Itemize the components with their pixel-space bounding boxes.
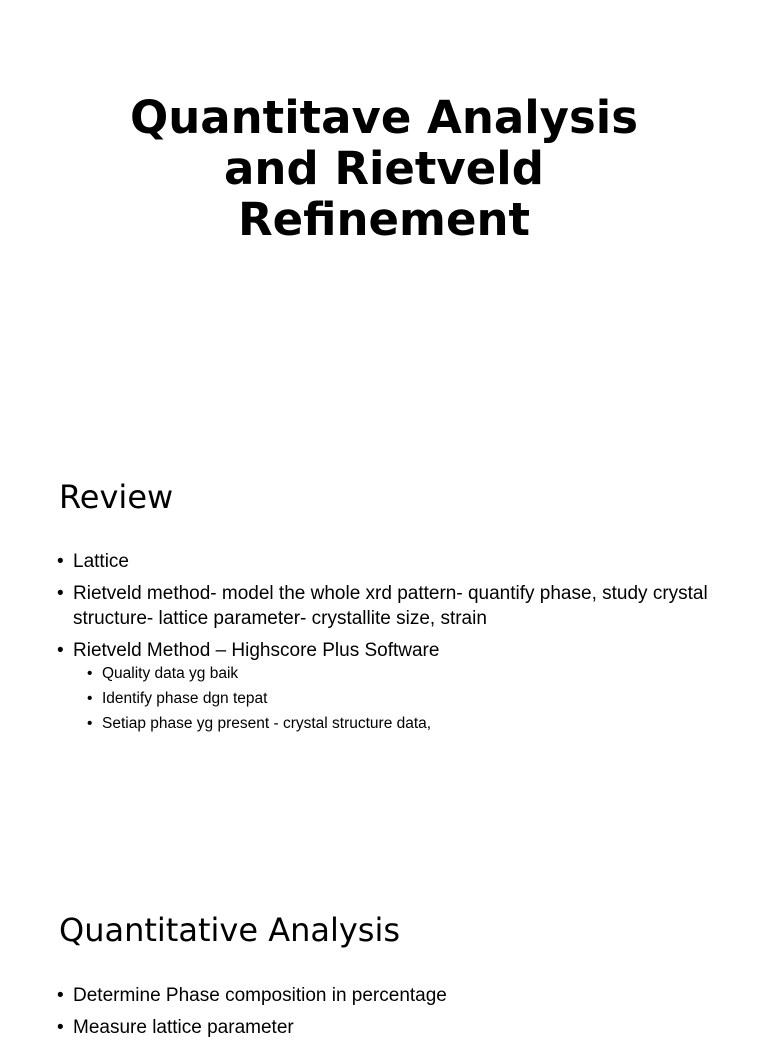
- sub-bullet-list: [73, 664, 717, 734]
- bullet-item: • Determine Phase composition in percentage: [57, 983, 717, 1008]
- quantitative-bullet-list: [57, 983, 717, 1047]
- slide-title-line: Quantitave Analysis: [129, 91, 638, 145]
- bullet-item-text: Rietveld Method – Highscore Plus Software: [73, 640, 440, 661]
- quantitative-analysis-heading: Quantitative Analysis: [59, 911, 401, 949]
- bullet-item: • Measure lattice parameter: [57, 1015, 717, 1040]
- sub-bullet-item: • Quality data yg baik: [86, 664, 717, 684]
- slide-title-line: Refinement: [237, 193, 531, 247]
- sub-bullet-item: • Setiap phase yg present - crystal structure data,: [86, 714, 717, 734]
- slide-title: [0, 92, 768, 245]
- review-bullet-list: [57, 549, 717, 741]
- slide-title-line: and Rietveld: [224, 142, 544, 196]
- bullet-item: • Rietveld method- model the whole xrd pattern- quantify phase, study crystal structure- lattice parameter- crystallite size, strain: [57, 581, 717, 631]
- review-heading: Review: [59, 478, 174, 516]
- bullet-item: [57, 638, 717, 734]
- bullet-item: • Lattice: [57, 549, 717, 574]
- sub-bullet-item: • Identify phase dgn tepat: [86, 689, 717, 709]
